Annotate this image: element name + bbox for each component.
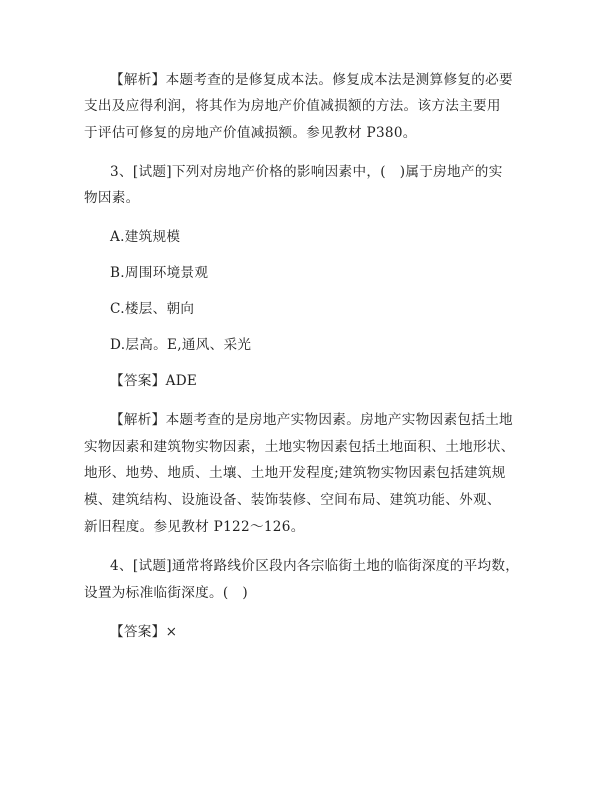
text-line: 物因素。 [84, 190, 140, 206]
text-line: 4、[试题]通常将路线价区段内各宗临街土地的临街深度的平均数， [110, 558, 520, 574]
text-line: 【解析】本题考查的是房地产实物因素。房地产实物因素包括土地 [110, 412, 513, 428]
answer-4: 【答案】× [110, 624, 178, 640]
option-d: D.层高。E,通风、采光 [110, 337, 252, 353]
text-line: 设置为标准临街深度。( ) [84, 585, 249, 601]
text-line: 支出及应得利润，将其作为房地产价值减损额的方法。该方法主要用 [84, 98, 501, 114]
text-line: 【解析】本题考查的是修复成本法。修复成本法是测算修复的必要 [110, 72, 513, 88]
text-line: 新旧程度。参见教材 P122～126。 [84, 519, 305, 535]
text-line: 地形、地势、地质、土壤、土地开发程度;建筑物实物因素包括建筑规 [84, 465, 506, 481]
text-line: 模、建筑结构、设施设备、装饰装修、空间布局、建筑功能、外观、 [84, 492, 501, 508]
text-line: 实物因素和建筑物实物因素，土地实物因素包括土地面积、土地形状、 [84, 439, 515, 455]
text-line: 于评估可修复的房地产价值减损额。参见教材 P380。 [84, 125, 417, 141]
option-a: A.建筑规模 [110, 229, 181, 245]
answer-3: 【答案】ADE [110, 373, 198, 389]
text-line: 3、[试题]下列对房地产价格的影响因素中，( )属于房地产的实 [110, 164, 503, 180]
option-b: B.周围环境景观 [110, 265, 209, 281]
option-c: C.楼层、朝向 [110, 301, 195, 317]
